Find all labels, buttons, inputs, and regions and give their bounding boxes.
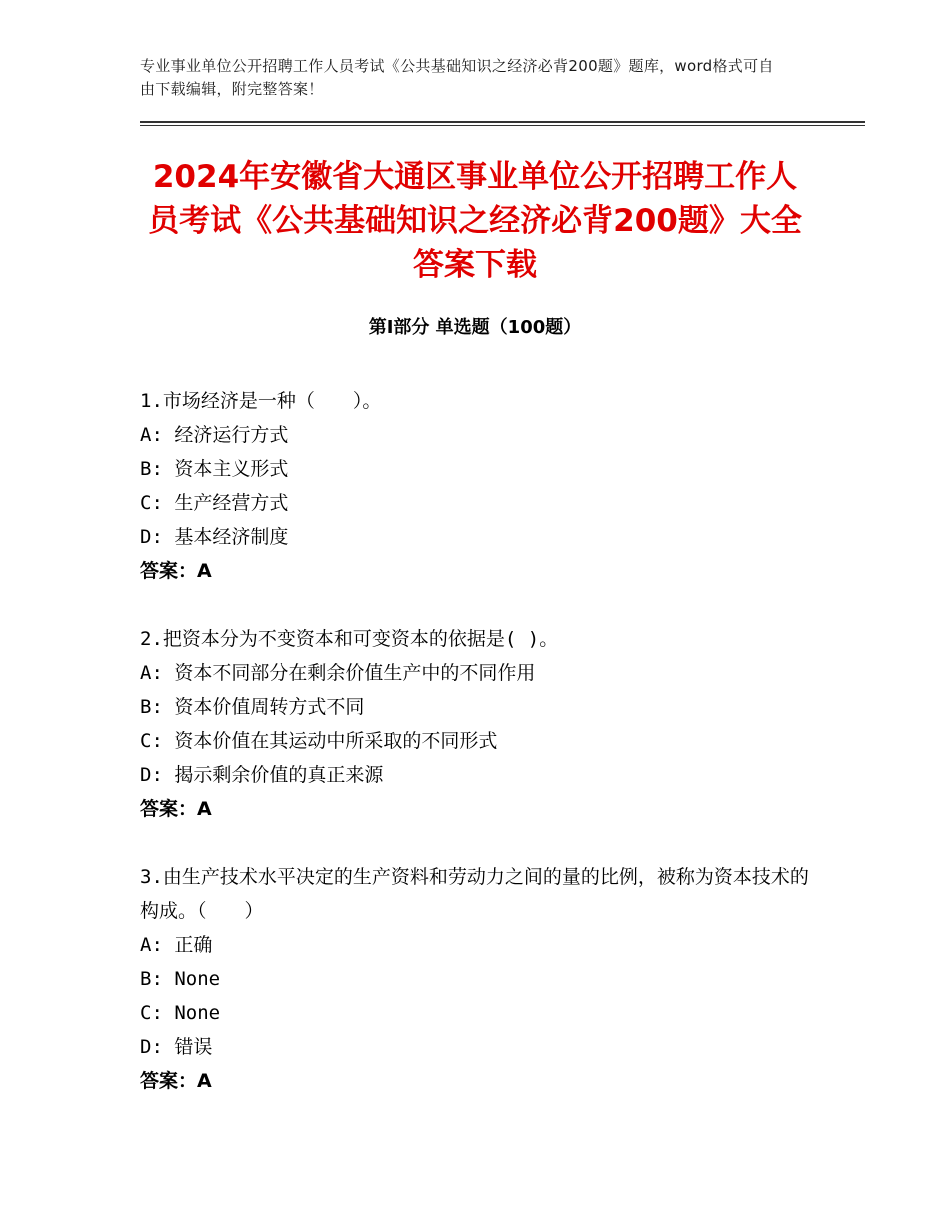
- question-stem: 2.把资本分为不变资本和可变资本的依据是( )。: [140, 628, 559, 650]
- question-2: [140, 622, 820, 826]
- question-stem: 3.由生产技术水平决定的生产资料和劳动力之间的量的比例，被称为资本技术的构成。（ ）: [140, 866, 809, 922]
- option-d: D: 基本经济制度: [140, 526, 289, 548]
- option-c: C: None: [140, 1002, 221, 1024]
- header-rule-thick: [140, 121, 865, 123]
- answer: 答案：A: [140, 1070, 212, 1092]
- question-list: [140, 384, 820, 1132]
- answer: 答案：A: [140, 798, 212, 820]
- header-rule-thin: [140, 125, 865, 126]
- question-1: [140, 384, 820, 588]
- section-title: 第I部分 单选题（100题）: [368, 317, 582, 338]
- option-a: A: 正确: [140, 934, 213, 956]
- option-b: B: None: [140, 968, 221, 990]
- option-b: B: 资本主义形式: [140, 458, 289, 480]
- option-d: D: 揭示剩余价值的真正来源: [140, 764, 384, 786]
- option-b: B: 资本价值周转方式不同: [140, 696, 365, 718]
- option-a: A: 经济运行方式: [140, 424, 289, 446]
- answer: 答案：A: [140, 560, 212, 582]
- question-3: [140, 860, 820, 1098]
- document-title: 2024年安徽省大通区事业单位公开招聘工作人员考试《公共基础知识之经济必背200题》大全答案下载: [148, 159, 802, 283]
- question-stem: 1.市场经济是一种（ ）。: [140, 390, 382, 412]
- header-note: 专业事业单位公开招聘工作人员考试《公共基础知识之经济必背200题》题库，word格式可自由下载编辑，附完整答案！: [140, 57, 774, 98]
- option-d: D: 错误: [140, 1036, 213, 1058]
- option-c: C: 生产经营方式: [140, 492, 289, 514]
- option-a: A: 资本不同部分在剩余价值生产中的不同作用: [140, 662, 536, 684]
- option-c: C: 资本价值在其运动中所采取的不同形式: [140, 730, 498, 752]
